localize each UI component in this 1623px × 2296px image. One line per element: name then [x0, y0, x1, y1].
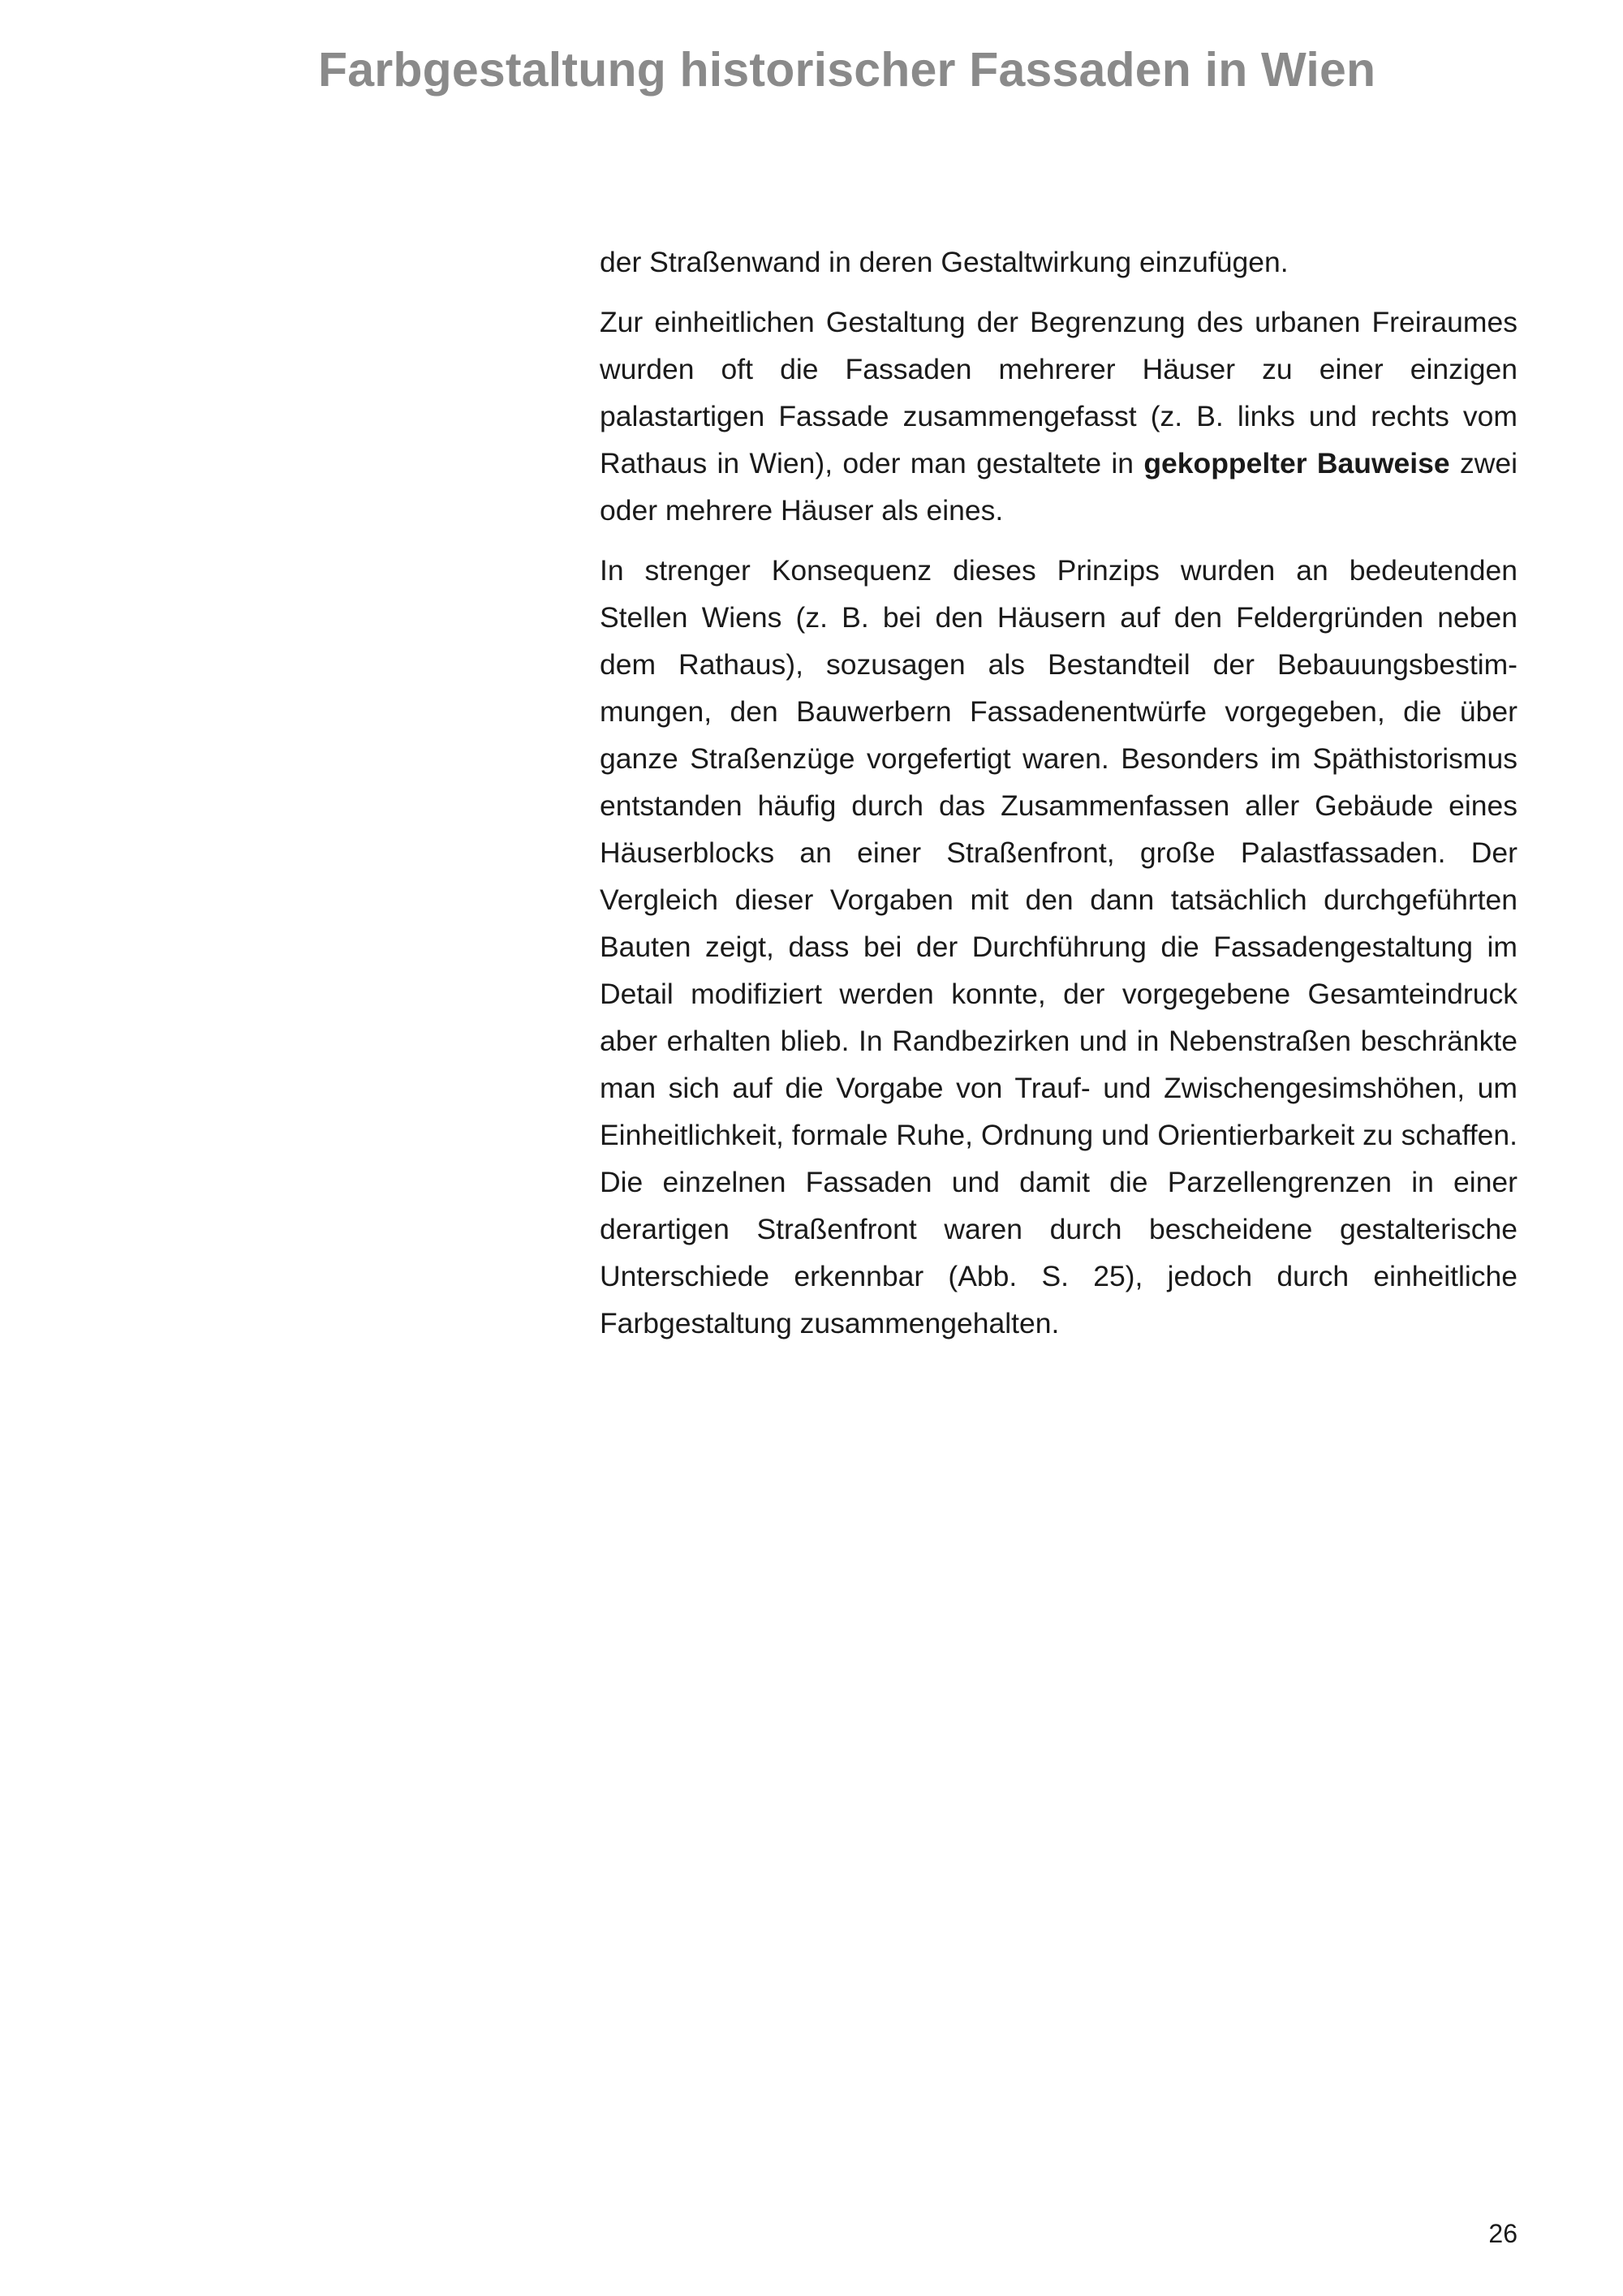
paragraph-1: der Straßenwand in deren Gestaltwirkung einzufügen.	[600, 246, 1289, 278]
paragraph-2	[600, 299, 1518, 534]
body-text-column	[600, 239, 1518, 1360]
page-number: 26	[1488, 2219, 1518, 2248]
bold-term: gekoppelter Bauweise	[1143, 447, 1450, 479]
paragraph-2-text-start: Zur einheitlichen Gestaltung der Begrenzung des urbanen Freiraumes wurden oft die Fassaden mehrerer Häuser zu einer einzigen palastartigen Fassade zusammengefasst (z. B. links und rechts vom Rathaus in Wien), oder man gestaltete in	[600, 306, 1518, 479]
paragraph-3: In strenger Konsequenz dieses Prinzips wurden an bedeutenden Stellen Wiens (z. B. bei den Häusern auf den Feldergründen neben dem Rathaus), sozusagen als Bestandteil der Bebauungsbestimmungen, den Bauwerbern Fassadenentwürfe vorgegeben, die über ganze Straßenzüge vorgefertigt waren. Besonders im Späthistorismus entstanden häufig durch das Zusammenfassen aller Gebäude eines Häuserblocks an einer Straßenfront, große Palastfassaden. Der Vergleich dieser Vorgaben mit den dann tatsächlich durchgeführten Bauten zeigt, dass bei der Durchführung die Fassadengestaltung im Detail modifiziert werden konnte, der vorgegebene Gesamteindruck aber erhalten blieb. In Randbezirken und in Nebenstraßen beschränkte man sich auf die Vorgabe von Trauf- und Zwischengesimshöhen, um Einheitlichkeit, formale Ruhe, Ordnung und Orientierbarkeit zu schaffen. Die einzelnen Fassaden und damit die Parzellengrenzen in einer derartigen Straßenfront waren durch bescheidene gestalterische Unterschiede erkennbar (Abb. S. 25), jedoch durch einheitliche Farbgestaltung zusammengehalten.	[600, 554, 1518, 1339]
paragraph-2-text-end: zwei oder mehrere Häuser als eines.	[600, 447, 1518, 527]
page-title: Farbgestaltung historischer Fassaden in Wien	[318, 43, 1376, 97]
